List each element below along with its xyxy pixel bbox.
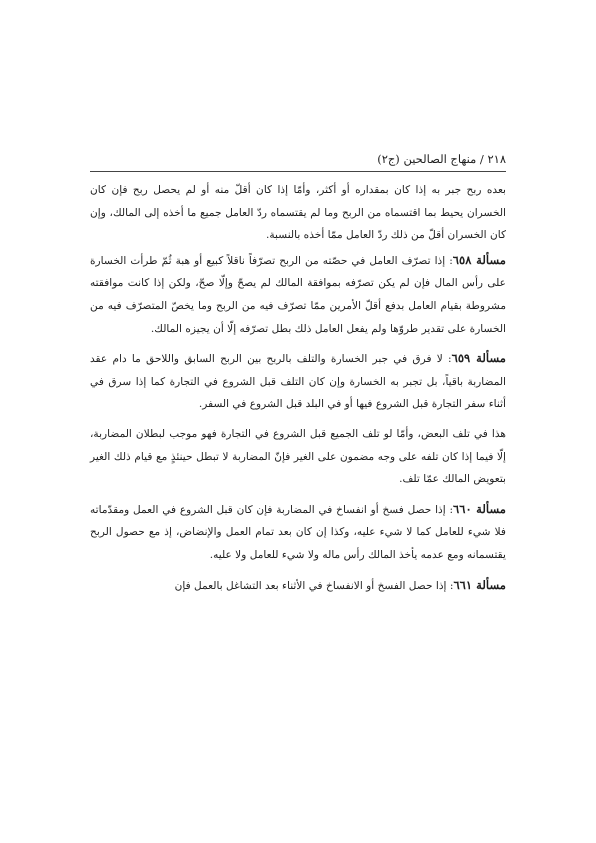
paragraph-issue-660 (90, 498, 506, 567)
paragraph-issue-661 (90, 574, 506, 598)
issue-heading: مسألة ٦٦٠ (453, 501, 507, 516)
issue-heading: مسألة ٦٦١ (453, 577, 506, 592)
paragraph-text: : إذا تصرّف العامل في حصّته من الربح تصرّفاً ناقلاً كبيع أو هبة ثُمّ طرأت الخسارة على رأس المال فإن لم يكن تصرّفه بموافقة المالك لم يصحّ وإلّا صحّ، ولكن إذا كانت موافقته مشروطة بقيام العامل بدفع أقلّ الأمرين ممّا تصرّف فيه من الربح وما يخصّ المتصرّف فيه من الخسارة على تقدير طروّها ولم يفعل العامل ذلك بطل تصرّفه إلّا أن يجيزه المالك. (90, 254, 506, 335)
paragraph-text: بعده ربح جبر به إذا كان بمقداره أو أكثر، وأمّا إذا كان أقلّ منه أو لم يحصل ربح فإن كان الخسران يحيط بما اقتسماه من الربح وما لم يقتسماه ردّ العامل جميع ما أخذه إلى المالك، وإن كان الخسران أقلّ من ذلك ردّ العامل ممّا أخذه بالنسبة. (90, 184, 507, 242)
issue-heading: مسألة ٦٥٨ (452, 252, 506, 267)
paragraph-text: هذا في تلف البعض، وأمّا لو تلف الجميع قبل الشروع في التجارة فهو موجب لبطلان المضاربة، إلّا فيما إذا كان تلفه على وجه مضمون على الغير فإنّ المضاربة لا تبطل حينئذٍ مع قيام ذلك الغير بتعويض المالك عمّا تلف. (90, 427, 506, 486)
paragraph-total-loss (90, 423, 506, 491)
body-text (90, 179, 506, 604)
paragraph-issue-659 (90, 347, 506, 416)
issue-heading: مسألة ٦٥٩ (451, 351, 506, 366)
paragraph-text: : لا فرق في جبر الخسارة والتلف بالربح بين الربح السابق واللاحق ما دام عقد المضاربة باقياً، بل تجبر به الخسارة وإن كان التلف قبل الشروع في التجارة كما إذا سرق في أثناء سفر التجارة قبل الشروع فيها أو في البلد قبل الشروع في السفر. (90, 353, 506, 411)
paragraph-continuation (90, 179, 506, 247)
paragraph-text: : إذا حصل فسخ أو انفساخ في المضاربة فإن كان قبل الشروع في العمل ومقدّماته فلا شيء للعامل كما لا شيء عليه، وكذا إن كان بعد تمام العمل والإنضاض، إذ مع حصول الربح يقتسمانه ومع عدمه يأخذ المالك رأس ماله ولا شيء للعامل ولا عليه. (90, 503, 506, 561)
page-header: ٢١٨ / منهاج الصالحين (ج٢) (377, 152, 506, 166)
paragraph-issue-658 (90, 249, 506, 340)
paragraph-text: : إذا حصل الفسخ أو الانفساخ في الأثناء بعد التشاغل بالعمل فإن (174, 579, 454, 592)
header-rule (90, 171, 506, 172)
